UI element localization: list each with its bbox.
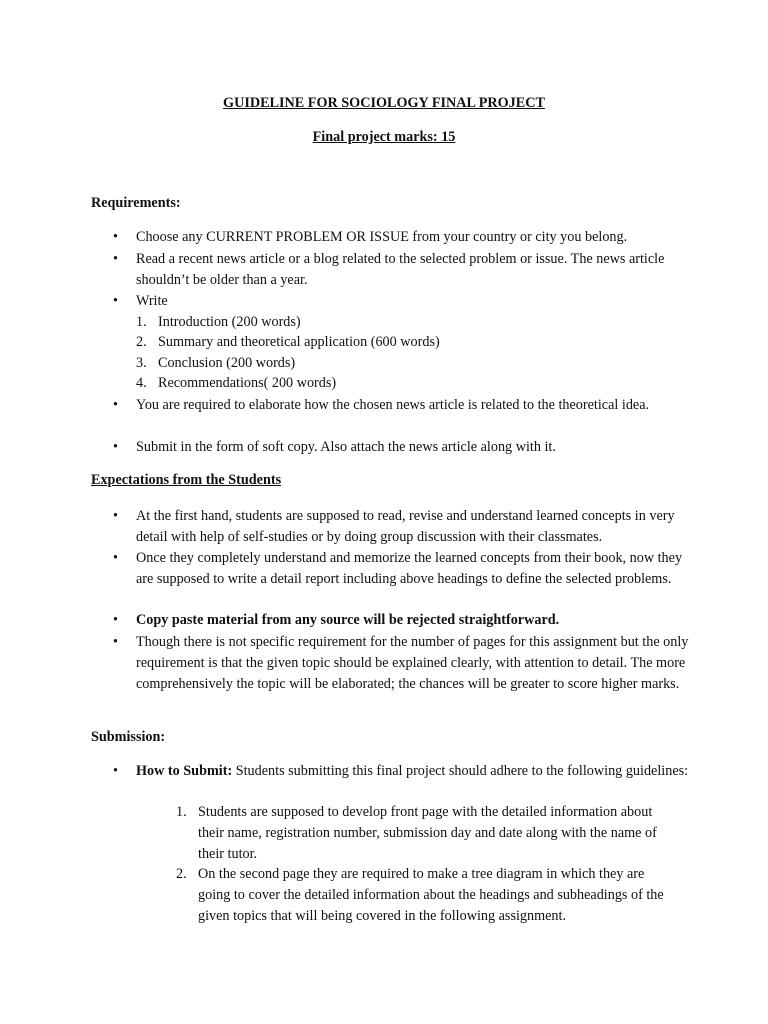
expectation-text: Copy paste material from any source will be rejected straightforward. — [136, 612, 560, 628]
document-title: GUIDELINE FOR SOCIOLOGY FINAL PROJECT — [223, 95, 545, 111]
write-item-text: Conclusion (200 words) — [158, 355, 296, 371]
list-number: 1. — [136, 314, 147, 330]
write-item-text: Recommendations( 200 words) — [158, 375, 337, 391]
marks-subtitle: Final project marks: 15 — [312, 129, 456, 145]
bullet-icon: • — [113, 763, 118, 779]
bullet-icon: • — [113, 229, 118, 245]
bullet-icon: • — [113, 251, 118, 267]
list-number: 3. — [136, 355, 147, 371]
submission-step-text: On the second page they are required to make a tree diagram in which they are going to cover the detailed information about the headings and subheadings of the given topics that will being covered in the following assignment. — [198, 866, 664, 924]
requirement-text: Choose any CURRENT PROBLEM OR ISSUE from your country or city you belong. — [136, 229, 628, 245]
expectations-heading: Expectations from the Students — [91, 472, 282, 488]
list-number: 1. — [176, 804, 187, 820]
how-to-submit-label: How to Submit: — [136, 763, 233, 779]
expectation-text: At the first hand, students are supposed to read, revise and understand learned concepts in very detail with help of self-studies or by doing group discussion with their classmates. — [136, 508, 675, 545]
requirement-text: Read a recent news article or a blog related to the selected problem or issue. The news article shouldn’t be older than a year. — [136, 251, 665, 288]
expectation-text: Once they completely understand and memorize the learned concepts from their book, now they are supposed to write a detail report including above headings to define the selected problems. — [136, 550, 683, 587]
bullet-icon: • — [113, 397, 118, 413]
requirement-text: Write — [136, 293, 168, 309]
bullet-icon: • — [113, 550, 118, 566]
submission-heading: Submission: — [91, 729, 166, 745]
bullet-icon: • — [113, 508, 118, 524]
list-number: 4. — [136, 375, 147, 391]
list-number: 2. — [136, 334, 147, 350]
requirement-text: Submit in the form of soft copy. Also attach the news article along with it. — [136, 439, 556, 455]
bullet-icon: • — [113, 634, 118, 650]
bullet-icon: • — [113, 439, 118, 455]
how-to-submit-text — [136, 761, 691, 782]
bullet-icon: • — [113, 293, 118, 309]
submission-step-text: Students are supposed to develop front page with the detailed information about their name, registration number, submission day and date along with the name of their tutor. — [198, 804, 657, 862]
list-number: 2. — [176, 866, 187, 882]
expectation-text: Though there is not specific requirement for the number of pages for this assignment but the only requirement is that the given topic should be explained clearly, with attention to detail. The more comprehensively the topic will be elaborated; the chances will be greater to score higher marks. — [136, 634, 689, 692]
requirement-text: You are required to elaborate how the chosen news article is related to the theoretical idea. — [136, 397, 650, 413]
requirements-heading: Requirements: — [91, 195, 181, 211]
write-item-text: Introduction (200 words) — [158, 314, 301, 330]
bullet-icon: • — [113, 612, 118, 628]
how-to-submit-description: Students submitting this final project should adhere to the following guidelines: — [232, 763, 689, 779]
write-item-text: Summary and theoretical application (600 words) — [158, 334, 440, 350]
